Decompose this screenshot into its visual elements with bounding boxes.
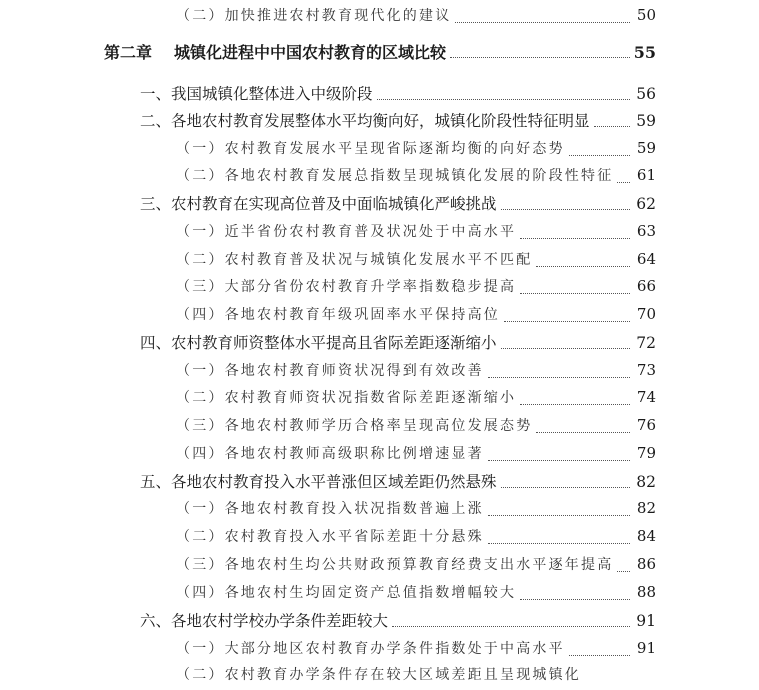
toc-entry[interactable]: [176, 554, 656, 578]
toc-entry[interactable]: [140, 609, 656, 633]
toc-entry[interactable]: [176, 526, 656, 550]
toc-entry-page: 88: [636, 583, 656, 601]
toc-entry[interactable]: [176, 498, 656, 522]
toc-entry-page: 61: [636, 166, 656, 184]
toc-entry[interactable]: [140, 331, 656, 355]
toc-entry-page: 73: [636, 361, 656, 379]
toc-entry-page: 66: [636, 277, 656, 295]
toc-entry-page: 82: [636, 499, 656, 517]
toc-entry-label: 六、各地农村学校办学条件差距较大: [140, 612, 389, 630]
toc-entry-page: 79: [636, 444, 656, 462]
toc-entry[interactable]: [176, 138, 656, 162]
toc-entry-page: 56: [636, 85, 656, 103]
toc-entry-label: 二、各地农村教育发展整体水平均衡向好，城镇化阶段性特征明显: [140, 112, 590, 130]
dot-leader: [455, 22, 630, 23]
toc-entry-label: 城镇化进程中中国农村教育的区域比较: [174, 43, 447, 62]
dot-leader: [520, 599, 630, 600]
toc-entry-label: （二）农村教育师资状况指数省际差距逐渐缩小: [176, 390, 517, 406]
toc-entry-label: （三）各地农村生均公共财政预算教育经费支出水平逐年提高: [176, 557, 614, 573]
toc-entry-label: （三）各地农村教师学历合格率呈现高位发展态势: [176, 418, 533, 434]
toc-entry-label: 三、农村教育在实现高位普及中面临城镇化严峻挑战: [140, 195, 497, 213]
toc-entry-label: 一、我国城镇化整体进入中级阶段: [140, 85, 373, 103]
toc-entry-label: （二）农村教育投入水平省际差距十分悬殊: [176, 529, 484, 545]
toc-entry[interactable]: [176, 582, 656, 606]
toc-entry[interactable]: [176, 360, 656, 384]
toc-entry[interactable]: [176, 387, 656, 411]
dot-leader: [520, 293, 630, 294]
toc-entry[interactable]: [176, 221, 656, 245]
dot-leader: [501, 209, 630, 210]
dot-leader: [569, 655, 630, 656]
toc-entry-page: 84: [636, 527, 656, 545]
toc-entry-page: 82: [636, 473, 656, 491]
toc-entry-label: （二）农村教育普及状况与城镇化发展水平不匹配: [176, 252, 533, 268]
toc-entry-label: 四、农村教育师资整体水平提高且省际差距逐渐缩小: [140, 334, 497, 352]
toc-entry-page: 70: [636, 305, 656, 323]
dot-leader: [377, 99, 630, 100]
dot-leader: [488, 377, 630, 378]
toc-entry[interactable]: [176, 165, 656, 189]
toc-entry[interactable]: [176, 443, 656, 467]
toc-entry-page: 55: [633, 43, 656, 62]
toc-entry-page: 91: [636, 639, 656, 657]
toc-entry[interactable]: [176, 5, 656, 29]
dot-leader: [520, 238, 630, 239]
dot-leader: [520, 404, 630, 405]
toc-entry-page: 91: [636, 612, 656, 630]
dot-leader: [488, 460, 630, 461]
toc-entry[interactable]: [176, 415, 656, 439]
dot-leader: [488, 515, 630, 516]
toc-entry-page: 64: [636, 250, 656, 268]
toc-entry-page: 86: [636, 555, 656, 573]
toc-entry-label: （四）各地农村生均固定资产总值指数增幅较大: [176, 585, 517, 601]
toc-entry[interactable]: [140, 192, 656, 216]
toc-entry-page: 74: [636, 388, 656, 406]
toc-entry-label: （一）近半省份农村教育普及状况处于中高水平: [176, 224, 517, 240]
toc-entry[interactable]: [140, 82, 656, 106]
toc-chapter-entry[interactable]: [104, 40, 656, 64]
toc-entry-label: （二）加快推进农村教育现代化的建议: [176, 8, 452, 24]
dot-leader: [617, 571, 630, 572]
dot-leader: [450, 57, 630, 58]
toc-entry[interactable]: [176, 276, 656, 300]
toc-entry-label: （二）各地农村教育发展总指数呈现城镇化发展的阶段性特征: [176, 168, 614, 184]
dot-leader: [594, 126, 630, 127]
toc-entry-label: （四）各地农村教师高级职称比例增速显著: [176, 446, 484, 462]
toc-entry-label: 五、各地农村教育投入水平普涨但区域差距仍然悬殊: [140, 473, 497, 491]
dot-leader: [501, 348, 630, 349]
toc-entry[interactable]: [176, 664, 656, 688]
toc-entry-page: 62: [636, 195, 656, 213]
toc-entry-page: 59: [636, 112, 656, 130]
dot-leader: [536, 266, 630, 267]
toc-entry-label: （一）各地农村教育投入状况指数普遍上涨: [176, 501, 484, 517]
dot-leader: [392, 626, 630, 627]
toc-entry[interactable]: [176, 638, 656, 662]
toc-entry-page: 76: [636, 416, 656, 434]
toc-entry-page: 59: [636, 139, 656, 157]
toc-entry[interactable]: [176, 249, 656, 273]
toc-entry-label: （一）大部分地区农村教育办学条件指数处于中高水平: [176, 641, 565, 657]
toc-entry-label: （一）各地农村教育师资状况得到有效改善: [176, 363, 484, 379]
dot-leader: [536, 432, 630, 433]
dot-leader: [569, 155, 630, 156]
dot-leader: [501, 487, 630, 488]
toc-entry[interactable]: [176, 304, 656, 328]
dot-leader: [617, 182, 630, 183]
toc-entry-label: （二）农村教育办学条件存在较大区域差距且呈现城镇化: [176, 667, 581, 683]
toc-entry[interactable]: [140, 470, 656, 494]
dot-leader: [488, 543, 630, 544]
chapter-number: 第二章: [104, 43, 153, 62]
toc-entry-page: 50: [636, 6, 656, 24]
toc-entry-label: （四）各地农村教育年级巩固率水平保持高位: [176, 307, 500, 323]
toc-entry-page: 72: [636, 334, 656, 352]
dot-leader: [504, 321, 630, 322]
toc-entry-label: （一）农村教育发展水平呈现省际逐渐均衡的向好态势: [176, 141, 565, 157]
toc-entry-label: （三）大部分省份农村教育升学率指数稳步提高: [176, 279, 517, 295]
toc-entry-page: 63: [636, 222, 656, 240]
toc-entry[interactable]: [140, 109, 656, 133]
